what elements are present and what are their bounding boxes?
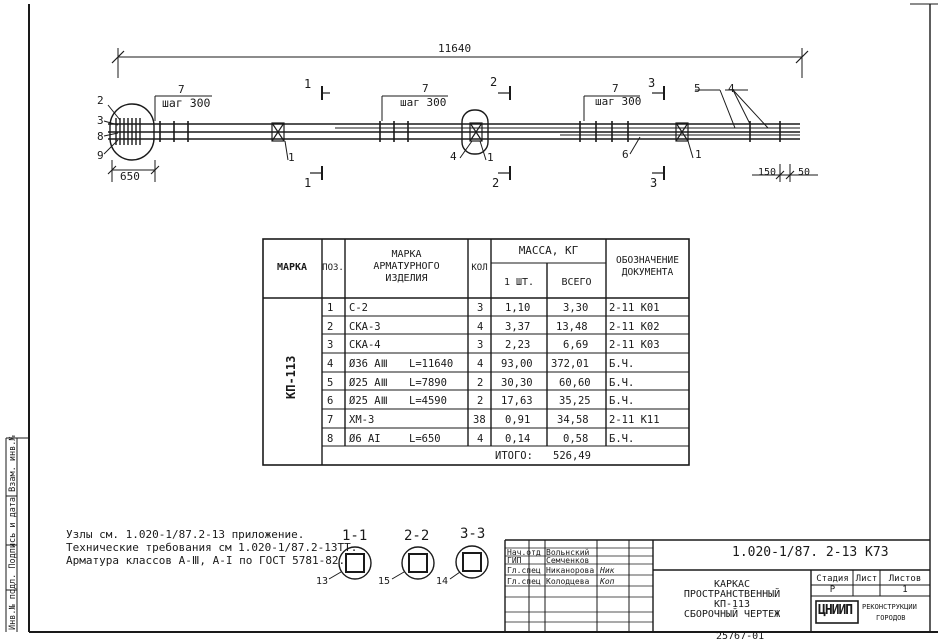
col-header-item-marka-2: АРМАТУРНОГО — [373, 261, 440, 272]
stamp-stage-value: Р — [829, 585, 836, 595]
row-mass-one: 1,10 — [505, 302, 531, 314]
row-item: С-2 — [349, 302, 368, 314]
drawing-title-2: ПРОСТРАНСТВЕННЫЙ — [683, 589, 781, 600]
pitch-label-left: шаг 300 — [162, 96, 211, 110]
row-poz: 8 — [327, 433, 334, 445]
note-line-1: Узлы см. 1.020-1/87.2-13 приложение. — [66, 528, 305, 541]
pitch-label-middle: шаг 300 — [400, 96, 447, 109]
row-item: Ø6 АI — [349, 433, 381, 445]
row-mass-total: 34,58 — [557, 414, 589, 426]
archive-number: 25767-01 — [716, 631, 765, 642]
margin-inventory-text: Инв.№ подл. Подпись и дата Взам. инв.№ — [8, 435, 18, 630]
col-header-mass-one: 1 ШТ. — [503, 277, 535, 288]
row-mass-one: 2,23 — [505, 339, 531, 351]
stamp-name-1: Вольнский — [546, 548, 590, 557]
org-name-1: РЕКОНСТРУКЦИИ — [862, 603, 917, 611]
stamp-stage-header: Стадия — [816, 574, 849, 584]
end-dimension-left: 650 — [120, 170, 140, 183]
row-mass-total: 6,69 — [563, 339, 589, 351]
end-dimension-right2: 50 — [798, 167, 811, 178]
row-item: СКА-4 — [349, 339, 381, 351]
callout-7-right: 7 — [612, 82, 619, 95]
row-mass-total: 0,58 — [563, 433, 589, 445]
callout-5: 5 — [694, 82, 701, 95]
section-callout-13: 13 — [316, 576, 329, 587]
row-doc: 2-11 К03 — [609, 339, 660, 351]
row-kol: 4 — [477, 321, 484, 333]
col-header-marka: МАРКА — [276, 262, 308, 273]
table-total-label: ИТОГО: — [495, 450, 533, 462]
drawing-title-1: КАРКАС — [713, 579, 751, 590]
drawing-title-3: КП-113 — [713, 599, 751, 610]
group-marka-label: КП-113 — [284, 355, 298, 399]
overall-dimension: 11640 — [438, 42, 472, 55]
section-callout-15: 15 — [378, 576, 391, 587]
callout-9: 9 — [97, 149, 104, 162]
org-name-2: ГОРОДОВ — [876, 614, 906, 622]
row-mass-one: 93,00 — [501, 358, 533, 370]
callout-2: 2 — [97, 94, 104, 107]
stamp-role-4: Гл.спец — [507, 577, 541, 586]
row-mass-one: 3,37 — [505, 321, 531, 333]
col-header-poz: ПОЗ. — [322, 263, 344, 273]
callout-6: 6 — [622, 148, 629, 161]
row-item: ХМ-3 — [349, 414, 375, 426]
row-length: L=7890 — [409, 377, 447, 389]
section-label-3-3: 3-3 — [460, 526, 486, 542]
col-header-mass: МАССА, КГ — [518, 244, 579, 257]
callout-1-left: 1 — [288, 151, 295, 164]
callout-8: 8 — [97, 130, 104, 143]
callout-4-middle: 4 — [450, 150, 457, 163]
note-line-2: Технические требования см 1.020-1/87.2-13ТТ. — [66, 541, 358, 554]
stamp-name-2: Семченков — [546, 556, 590, 565]
stamp-role-3: Гл.спец — [507, 566, 541, 575]
row-item: Ø25 АⅢ — [349, 377, 388, 389]
callout-1-right: 1 — [695, 148, 702, 161]
col-header-item-marka-1: МАРКА — [391, 249, 422, 260]
row-mass-total: 35,25 — [559, 395, 591, 407]
row-kol: 2 — [477, 377, 484, 389]
stamp-sign-4: Коп — [600, 577, 615, 586]
stamp-role-2: ГИП — [507, 556, 522, 565]
row-kol: 4 — [477, 433, 484, 445]
row-doc: Б.Ч. — [609, 433, 635, 445]
section-mark-2-bottom: 2 — [492, 176, 500, 190]
row-mass-total: 372,01 — [551, 358, 589, 370]
section-mark-2-top: 2 — [490, 75, 498, 89]
col-header-item-marka-3: ИЗДЕЛИЯ — [385, 273, 428, 284]
callout-7-left: 7 — [178, 83, 185, 96]
col-header-mass-total: ВСЕГО — [561, 277, 592, 288]
section-mark-3-top: 3 — [648, 76, 656, 90]
row-poz: 7 — [327, 414, 334, 426]
section-mark-3-bottom: 3 — [650, 176, 658, 190]
row-mass-one: 0,14 — [505, 433, 531, 445]
stamp-name-3: Никанорова — [546, 566, 595, 575]
row-poz: 2 — [327, 321, 334, 333]
row-mass-total: 60,60 — [559, 377, 591, 389]
row-kol: 3 — [477, 302, 484, 314]
row-doc: 2-11 К01 — [609, 302, 660, 314]
stamp-name-4: Колодцева — [546, 577, 590, 586]
row-mass-one: 17,63 — [501, 395, 533, 407]
row-poz: 1 — [327, 302, 334, 314]
row-length: L=4590 — [409, 395, 447, 407]
specification-table — [263, 239, 689, 465]
row-doc: Б.Ч. — [609, 395, 635, 407]
row-mass-one: 30,30 — [501, 377, 533, 389]
row-poz: 3 — [327, 339, 334, 351]
row-mass-total: 13,48 — [556, 321, 588, 333]
callout-3: 3 — [97, 114, 104, 127]
row-kol: 2 — [477, 395, 484, 407]
row-poz: 5 — [327, 377, 334, 389]
row-doc: Б.Ч. — [609, 358, 635, 370]
stamp-sign-3: Ник — [600, 566, 615, 575]
row-item: Ø36 АⅢ — [349, 358, 388, 370]
stamp-sheets-value: 1 — [902, 585, 908, 595]
note-line-3: Арматура классов А-Ⅲ, А-I по ГОСТ 5781-82. — [66, 554, 346, 567]
end-dimension-right: 150 — [758, 167, 777, 178]
row-poz: 4 — [327, 358, 334, 370]
org-logo: ЦНИИП — [818, 603, 853, 618]
row-item: Ø25 АⅢ — [349, 395, 388, 407]
row-kol: 38 — [473, 414, 486, 426]
callout-4-right: 4 — [728, 82, 735, 95]
col-header-kol: КОЛ — [471, 263, 488, 273]
row-mass-total: 3,30 — [563, 302, 589, 314]
row-kol: 3 — [477, 339, 484, 351]
row-poz: 6 — [327, 395, 334, 407]
row-length: L=650 — [409, 433, 441, 445]
pitch-label-right: шаг 300 — [595, 95, 642, 108]
row-doc: 2-11 К02 — [609, 321, 660, 333]
drawing-title-4: СБОРОЧНЫЙ ЧЕРТЕЖ — [683, 609, 781, 620]
row-mass-one: 0,91 — [505, 414, 531, 426]
row-length: L=11640 — [409, 358, 454, 370]
col-header-doc-2: ДОКУМЕНТА — [621, 267, 674, 278]
row-kol: 4 — [477, 358, 484, 370]
row-item: СКА-3 — [349, 321, 381, 333]
table-total-value: 526,49 — [553, 450, 591, 462]
stamp-role-1: Нач.отд — [507, 548, 541, 557]
row-doc: Б.Ч. — [609, 377, 635, 389]
section-mark-1-bottom: 1 — [304, 176, 312, 190]
section-mark-1-top: 1 — [304, 77, 312, 91]
section-label-1-1: 1-1 — [342, 528, 368, 544]
row-doc: 2-11 К11 — [609, 414, 660, 426]
callout-7-middle: 7 — [422, 82, 429, 95]
section-callout-14: 14 — [436, 576, 449, 587]
stamp-sheets-header: Листов — [888, 574, 922, 584]
section-label-2-2: 2-2 — [404, 528, 430, 544]
col-header-doc-1: ОБОЗНАЧЕНИЕ — [616, 255, 679, 266]
drawing-code: 1.020-1/87. 2-13 К73 — [732, 545, 889, 560]
stamp-sheet-header: Лист — [855, 574, 878, 584]
callout-1-middle: 1 — [487, 151, 494, 164]
